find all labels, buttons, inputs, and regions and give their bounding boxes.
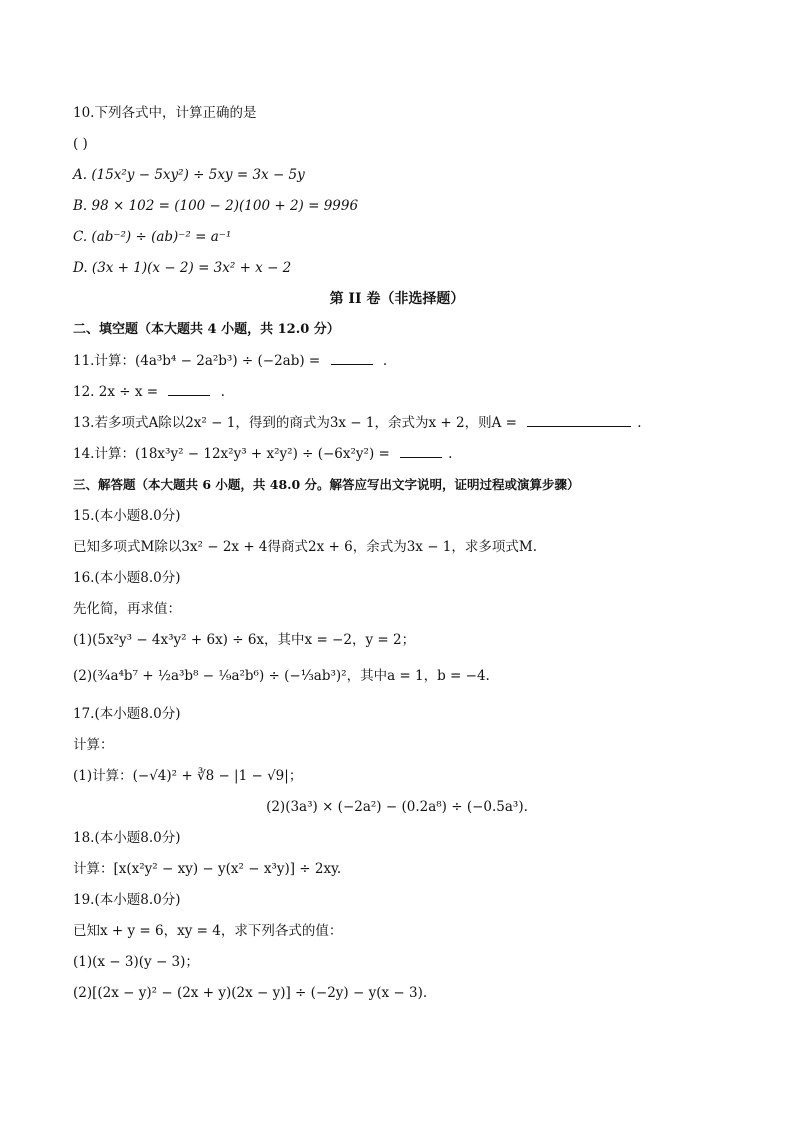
q12-line — [73, 383, 225, 401]
q17-intro: 计算： — [73, 737, 114, 753]
q19-part1: (1)(x − 3)(y − 3)； — [73, 954, 199, 970]
q14-line — [73, 445, 452, 463]
q18-title: 18.(本小题8.0分) — [73, 830, 181, 846]
q11-answer-blank[interactable] — [331, 352, 373, 365]
q13-line — [73, 414, 642, 432]
q10-option-c: C. (ab⁻²) ÷ (ab)⁻² = a⁻¹ — [73, 229, 232, 245]
q12-answer-blank[interactable] — [168, 383, 210, 396]
q17-part2: (2)(3a³) × (−2a²) − (0.2a⁸) ÷ (−0.5a³). — [266, 799, 528, 815]
section2-title: 第 II 卷（非选择题） — [329, 291, 465, 307]
part3-header: 三、解答题（本大题共 6 小题，共 48.0 分。解答应写出文字说明，证明过程或演算步骤） — [73, 477, 580, 492]
q11-text: 11.计算：(4a³b⁴ − 2a²b³) ÷ (−2ab) = — [73, 353, 325, 369]
q16-part2: (2)(³⁄₄a⁴b⁷ + ½a³b⁸ − ¹⁄₉a²b⁶) ÷ (−⅓ab³)²，其中a = 1，b = −4. — [73, 668, 490, 684]
q14-text: 14.计算：(18x³y² − 12x²y³ + x²y²) ÷ (−6x²y²) = — [73, 446, 395, 462]
q16-part1: (1)(5x²y³ − 4x³y² + 6x) ÷ 6x，其中x = −2，y = 2； — [73, 632, 416, 648]
q16-intro: 先化简，再求值： — [73, 601, 181, 617]
q11-end: . — [378, 353, 388, 369]
q12-end: . — [216, 384, 225, 400]
q16-title: 16.(本小题8.0分) — [73, 570, 181, 586]
q13-answer-blank[interactable] — [527, 414, 631, 427]
q18-body: 计算：[x(x²y² − xy) − y(x² − x³y)] ÷ 2xy. — [73, 861, 342, 877]
q10-option-b: B. 98 × 102 = (100 − 2)(100 + 2) = 9996 — [73, 198, 359, 214]
q17-part1: (1)计算：(−√4)² + ∛8 − |1 − √9|； — [73, 768, 303, 784]
q19-intro: 已知x + y = 6，xy = 4，求下列各式的值： — [73, 923, 343, 939]
q13-end: . — [637, 415, 642, 431]
q15-title: 15.(本小题8.0分) — [73, 508, 181, 524]
q10-option-d: D. (3x + 1)(x − 2) = 3x² + x − 2 — [73, 260, 292, 276]
q11-line — [73, 352, 387, 370]
q17-title: 17.(本小题8.0分) — [73, 706, 181, 722]
q10-option-a: A. (15x²y − 5xy²) ÷ 5xy = 3x − 5y — [73, 167, 305, 183]
q14-end: . — [448, 446, 453, 462]
q12-text: 12. 2x ÷ x = — [73, 384, 163, 400]
q19-title: 19.(本小题8.0分) — [73, 892, 181, 908]
part2-header: 二、填空题（本大题共 4 小题，共 12.0 分） — [73, 322, 340, 337]
q10-paren: ( ) — [73, 136, 88, 152]
q19-part2: (2)[(2x − y)² − (2x + y)(2x − y)] ÷ (−2y) − y(x − 3). — [73, 985, 428, 1001]
q14-answer-blank[interactable] — [400, 445, 442, 458]
q13-text: 13.若多项式A除以2x² − 1，得到的商式为3x − 1，余式为x + 2，则A = — [73, 415, 522, 431]
q15-body: 已知多项式M除以3x² − 2x + 4得商式2x + 6，余式为3x − 1，求多项式M. — [73, 539, 538, 555]
q10-stem: 10.下列各式中，计算正确的是 — [73, 105, 257, 121]
